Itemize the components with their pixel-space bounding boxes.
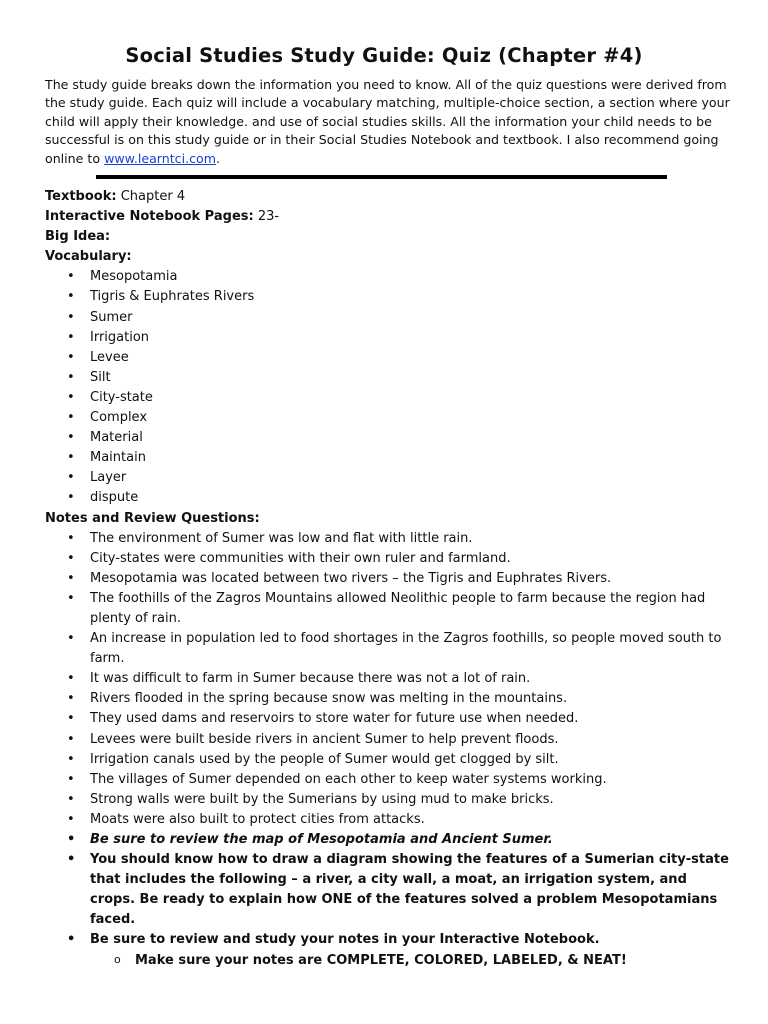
vocabulary-item: • Material <box>45 428 735 448</box>
big-idea-line <box>45 227 735 247</box>
intro-paragraph <box>45 76 735 168</box>
vocabulary-list <box>45 267 735 508</box>
learntci-link[interactable]: www.learntci.com <box>104 150 216 166</box>
vocabulary-item: • Complex <box>45 408 735 428</box>
note-item: • They used dams and reservoirs to store water for future use when needed. <box>45 709 735 729</box>
sub-note-item: o Make sure your notes are COMPLETE, COLORED, LABELED, & NEAT! <box>45 951 735 971</box>
textbook-value: Chapter 4 <box>116 189 186 204</box>
vocabulary-item: • Sumer <box>45 308 735 328</box>
big-idea-label: Big Idea: <box>45 229 111 245</box>
vocabulary-item: • Silt <box>45 368 735 388</box>
note-item: • Levees were built beside rivers in ancient Sumer to help prevent floods. <box>45 730 735 750</box>
notebook-pages-value: 23- <box>253 209 280 225</box>
review-map-note: • Be sure to review the map of Mesopotamia and Ancient Sumer. <box>45 830 735 850</box>
notebook-pages-line <box>45 207 735 227</box>
note-item: • Irrigation canals used by the people of Sumer would get clogged by silt. <box>45 750 735 770</box>
vocabulary-item: • dispute <box>45 488 735 508</box>
note-item: • City-states were communities with their own ruler and farmland. <box>45 549 735 569</box>
textbook-line <box>45 187 735 207</box>
notes-sub-list <box>45 951 735 971</box>
note-item: • Rivers flooded in the spring because snow was melting in the mountains. <box>45 689 735 709</box>
note-item: • An increase in population led to food shortages in the Zagros foothills, so people moved south to farm. <box>45 629 735 669</box>
vocabulary-item: • Tigris & Euphrates Rivers <box>45 287 735 307</box>
divider-rule <box>96 175 667 179</box>
vocabulary-heading <box>45 247 735 267</box>
vocabulary-item: • City-state <box>45 388 735 408</box>
note-item: • Moats were also built to protect cities from attacks. <box>45 810 735 830</box>
study-notes-note: • Be sure to review and study your notes in your Interactive Notebook. <box>45 930 735 950</box>
note-item: • The environment of Sumer was low and flat with little rain. <box>45 529 735 549</box>
vocabulary-label: Vocabulary: <box>45 249 132 265</box>
vocabulary-item: • Irrigation <box>45 328 735 348</box>
intro-text: The study guide breaks down the information you need to know. All of the quiz questions were derived from the study guide. Each quiz will include a vocabulary matching, multiple-choice section, a section where your child will apply their knowledge. and use of social studies skills. All the information your child needs to be successful is on this study guide or in their Social Studies Notebook and textbook. I also recommend going online to <box>45 77 730 166</box>
notes-label: Notes and Review Questions: <box>45 510 260 526</box>
notebook-pages-label: Interactive Notebook Pages: <box>45 209 254 225</box>
vocabulary-item: • Maintain <box>45 448 735 468</box>
vocabulary-item: • Levee <box>45 348 735 368</box>
vocabulary-item: • Layer <box>45 468 735 488</box>
note-item: • It was difficult to farm in Sumer because there was not a lot of rain. <box>45 669 735 689</box>
textbook-label: Textbook: <box>45 189 117 204</box>
note-item: • Strong walls were built by the Sumerians by using mud to make bricks. <box>45 790 735 810</box>
intro-end: . <box>216 150 221 166</box>
diagram-note: • You should know how to draw a diagram showing the features of a Sumerian city-state that includes the following – a river, a city wall, a moat, an irrigation system, and crops. Be ready to explain how ONE of the features solved a problem Mesopotamians faced. <box>45 850 735 930</box>
note-item: • The foothills of the Zagros Mountains allowed Neolithic people to farm because the region had plenty of rain. <box>45 589 735 629</box>
notes-list <box>45 529 735 951</box>
page-title: Social Studies Study Guide: Quiz (Chapter #4) <box>125 44 643 67</box>
notes-heading <box>45 509 735 529</box>
note-item: • Mesopotamia was located between two rivers – the Tigris and Euphrates Rivers. <box>45 569 735 589</box>
study-guide-content <box>45 187 735 971</box>
vocabulary-item: • Mesopotamia <box>45 267 735 287</box>
note-item: • The villages of Sumer depended on each other to keep water systems working. <box>45 770 735 790</box>
